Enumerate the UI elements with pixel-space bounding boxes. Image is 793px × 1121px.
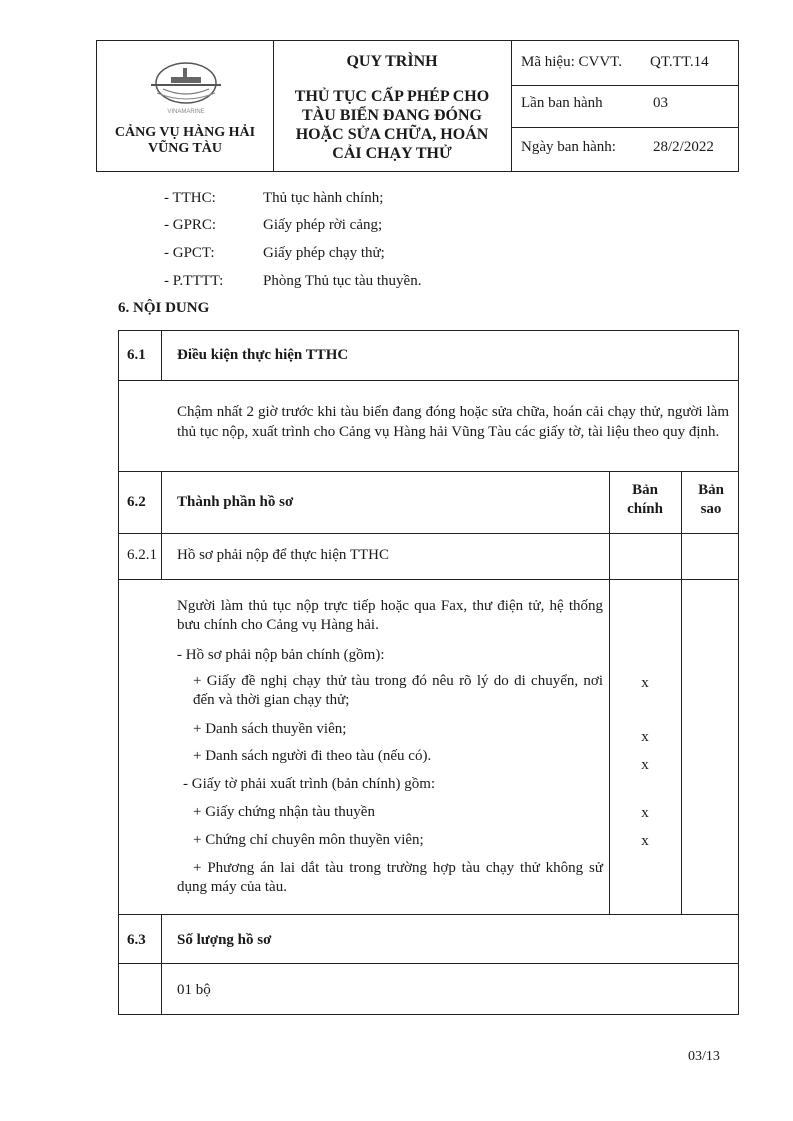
- issue-value: 03: [653, 95, 668, 111]
- abbr-term: - GPCT:: [164, 245, 215, 261]
- svg-text:VINAMARINE: VINAMARINE: [167, 109, 205, 115]
- section-title: Điều kiện thực hiện TTHC: [177, 347, 349, 363]
- section-number: 6.2: [127, 494, 146, 510]
- document-item: + Giấy chứng nhận tàu thuyền: [193, 804, 375, 820]
- document-item: + Danh sách thuyền viên;: [193, 721, 347, 737]
- abbr-meaning: Phòng Thủ tục tàu thuyền.: [263, 273, 422, 289]
- content-table: [118, 330, 739, 1015]
- organization-name: CẢNG VỤ HÀNG HẢI VŨNG TÀU: [114, 125, 256, 156]
- conditions-text: Chậm nhất 2 giờ trước khi tàu biển đang đóng hoặc sửa chữa, hoán cải chạy thử, người làm thủ tục nộp, xuất trình cho Cảng vụ Hàng hải Vũng Tàu các giấy tờ, tài liệu theo quy định.: [177, 404, 729, 440]
- original-mark: x: [641, 833, 649, 849]
- procedure-title-block: [273, 41, 511, 171]
- organization-block: [97, 41, 273, 171]
- section-number: 6.2.1: [127, 547, 157, 563]
- submission-intro: Người làm thủ tục nộp trực tiếp hoặc qua Fax, thư điện tử, hệ thống bưu chính cho Cảng vụ Hàng hải.: [177, 598, 603, 633]
- section-number: 6.3: [127, 932, 146, 948]
- port-authority-logo-icon: [143, 55, 229, 115]
- date-value: 28/2/2022: [653, 139, 714, 155]
- procedure-name: THỦ TỤC CẤP PHÉP CHO TÀU BIỂN ĐANG ĐÓNG HOẶC SỬA CHỮA, HOÁN CẢI CHẠY THỬ: [294, 88, 490, 162]
- page-number: 03/13: [688, 1049, 720, 1064]
- column-original: Bản chính: [627, 482, 663, 517]
- original-mark: x: [641, 757, 649, 773]
- abbr-term: - GPRC:: [164, 217, 217, 233]
- original-mark: x: [641, 675, 649, 691]
- abbr-term: - P.TTTT:: [164, 273, 224, 289]
- code-label: Mã hiệu: CVVT.: [521, 54, 622, 70]
- section-number: 6.1: [127, 347, 146, 363]
- original-mark: x: [641, 729, 649, 745]
- section-title: Thành phần hồ sơ: [177, 494, 294, 510]
- group-heading: - Giấy tờ phải xuất trình (bản chính) gồm:: [183, 776, 436, 792]
- code-value: QT.TT.14: [650, 54, 709, 70]
- document-item: + Phương án lai dắt tàu trong trường hợp tàu chạy thử không sử dụng máy của tàu.: [177, 860, 603, 895]
- abbr-meaning: Thủ tục hành chính;: [263, 190, 384, 206]
- section-title: Hồ sơ phải nộp để thực hiện TTHC: [177, 547, 390, 563]
- document-type: QUY TRÌNH: [346, 53, 438, 70]
- original-mark: x: [641, 805, 649, 821]
- date-label: Ngày ban hành:: [521, 139, 616, 155]
- section-title: Số lượng hồ sơ: [177, 932, 272, 948]
- document-header: [96, 40, 739, 172]
- abbr-term: - TTHC:: [164, 190, 216, 206]
- document-item: + Danh sách người đi theo tàu (nếu có).: [193, 748, 432, 764]
- quantity-text: 01 bộ: [177, 982, 211, 998]
- abbr-meaning: Giấy phép rời cảng;: [263, 217, 383, 233]
- group-heading: - Hồ sơ phải nộp bản chính (gồm):: [177, 647, 385, 663]
- column-copy: Bản sao: [698, 482, 724, 517]
- issue-label: Lần ban hành: [521, 95, 603, 111]
- section-heading: 6. NỘI DUNG: [118, 300, 210, 316]
- document-item: + Giấy đề nghị chạy thử tàu trong đó nêu rõ lý do di chuyển, nơi đến và thời gian chạy thử;: [193, 673, 603, 708]
- abbr-meaning: Giấy phép chạy thử;: [263, 245, 385, 261]
- document-item: + Chứng chỉ chuyên môn thuyền viên;: [193, 832, 424, 848]
